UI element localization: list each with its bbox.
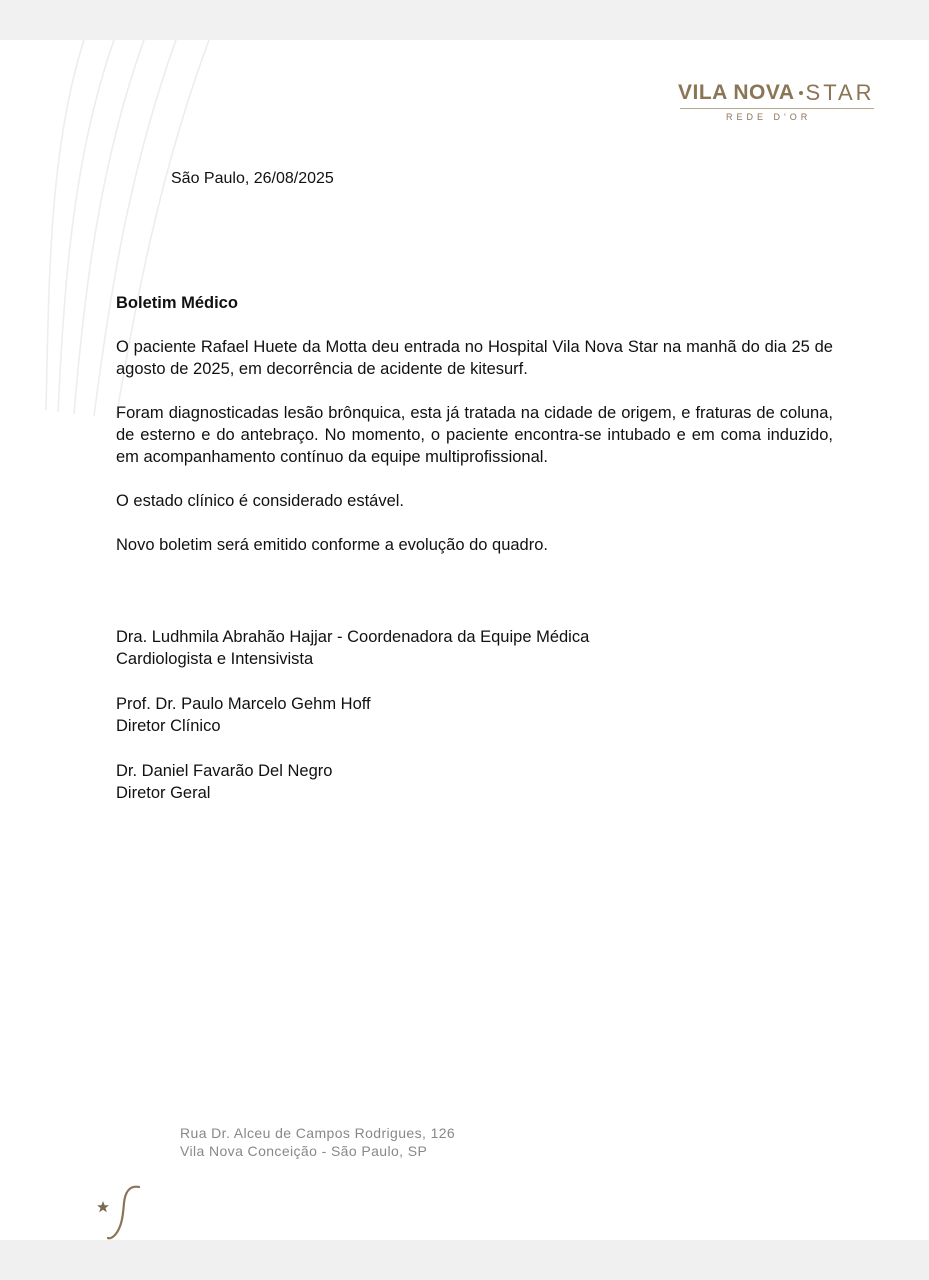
footer-address — [180, 1124, 455, 1160]
letter-body — [116, 292, 833, 578]
signature-list — [116, 626, 833, 827]
paragraph-next-bulletin: Novo boletim será emitido conforme a evolução do quadro. — [116, 536, 548, 554]
signature-name: Prof. Dr. Paulo Marcelo Gehm Hoff — [116, 695, 371, 713]
star-s-icon — [95, 1183, 145, 1243]
signature-role: Diretor Clínico — [116, 717, 221, 735]
logo-name-left: VILA NOVA — [678, 81, 795, 104]
logo-subtitle: REDE D'OR — [726, 112, 812, 122]
vila-nova-star-logo — [678, 80, 876, 130]
footer-address-line2: Vila Nova Conceição - São Paulo, SP — [180, 1143, 428, 1159]
paragraph-admission: O paciente Rafael Huete da Motta deu entrada no Hospital Vila Nova Star na manhã do dia 25 de agosto de 2025, em decorrência de acidente de kitesurf. — [116, 338, 833, 378]
letter-title: Boletim Médico — [116, 294, 238, 312]
logo-wordmark — [678, 80, 875, 108]
signature-block — [116, 693, 833, 737]
paragraph-status: O estado clínico é considerado estável. — [116, 492, 405, 510]
logo-name-right: STAR — [805, 80, 875, 105]
signature-block — [116, 626, 833, 670]
logo-dot — [799, 91, 803, 95]
signature-name: Dr. Daniel Favarão Del Negro — [116, 762, 333, 780]
logo-divider — [680, 108, 874, 109]
signature-block — [116, 760, 833, 804]
footer-address-line1: Rua Dr. Alceu de Campos Rodrigues, 126 — [180, 1125, 456, 1141]
paragraph-diagnosis: Foram diagnosticadas lesão brônquica, esta já tratada na cidade de origem, e fraturas de coluna, de esterno e do antebraço. No momento, o paciente encontra-se intubado e em coma induzido, em acompanhamento contínuo da equipe multiprofissional. — [116, 404, 833, 466]
signature-role: Diretor Geral — [116, 784, 211, 802]
date-line: São Paulo, 26/08/2025 — [171, 170, 334, 187]
signature-name: Dra. Ludhmila Abrahão Hajjar - Coordenadora da Equipe Médica — [116, 628, 590, 646]
signature-role: Cardiologista e Intensivista — [116, 650, 314, 668]
